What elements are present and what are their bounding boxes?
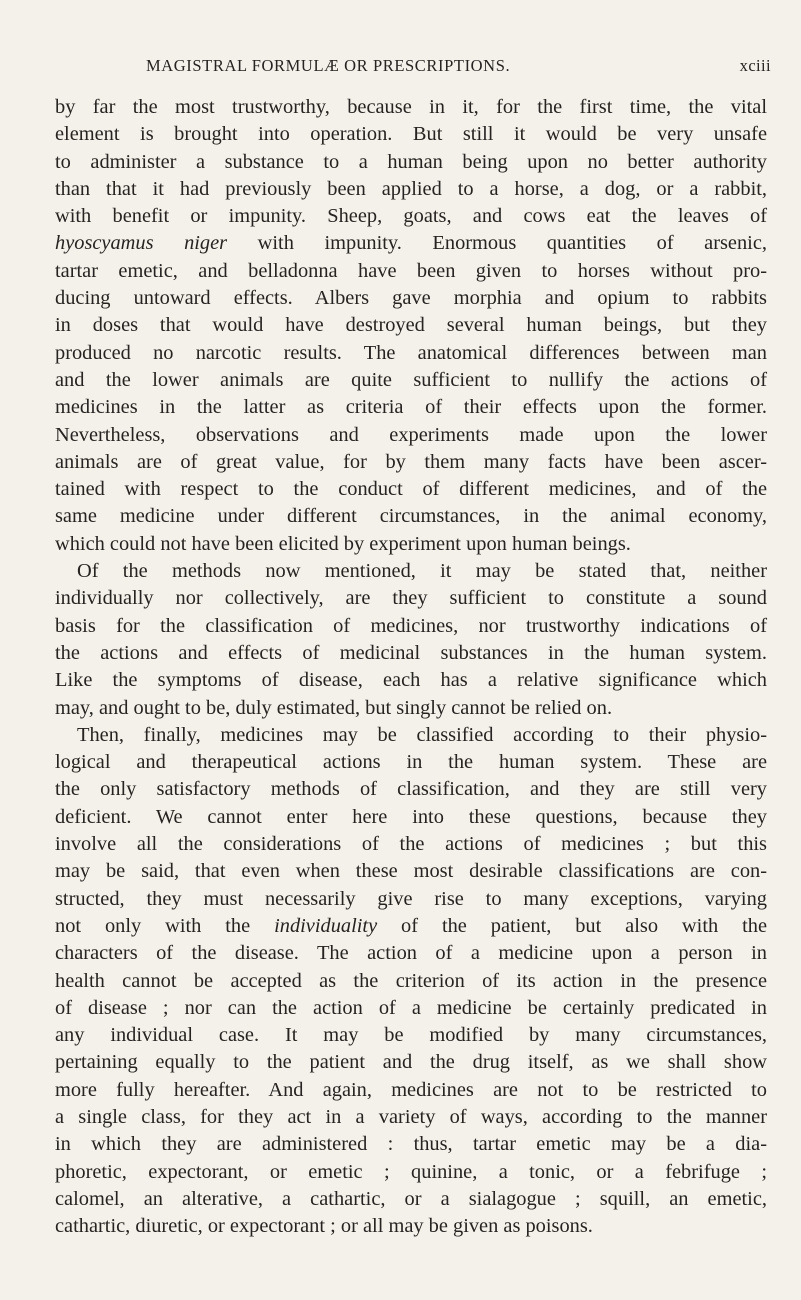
text-line: deficient. We cannot enter here into these questions, because they bbox=[55, 805, 767, 828]
paragraph-1 bbox=[55, 94, 767, 558]
page-number: xciii bbox=[739, 56, 771, 75]
page-header bbox=[55, 56, 771, 78]
text-line: Like the symptoms of disease, each has a relative significance which bbox=[55, 669, 767, 692]
text-line: tained with respect to the conduct of different medicines, and of the bbox=[55, 478, 767, 501]
text-line: phoretic, expectorant, or emetic ; quinine, a tonic, or a febrifuge ; bbox=[55, 1160, 767, 1183]
text-line: animals are of great value, for by them many facts have been ascer- bbox=[55, 450, 767, 473]
text-line: structed, they must necessarily give rise to many exceptions, varying bbox=[55, 887, 767, 910]
text-line: and the lower animals are quite sufficient to nullify the actions of bbox=[55, 368, 767, 391]
text-line: ducing untoward effects. Albers gave morphia and opium to rabbits bbox=[55, 287, 767, 310]
text-line: tartar emetic, and belladonna have been given to horses without pro- bbox=[55, 259, 767, 282]
text-line: a single class, for they act in a variety of ways, according to the manner bbox=[55, 1105, 767, 1128]
paragraph-3 bbox=[55, 722, 767, 1241]
text-line: not only with the individuality of the patient, but also with the bbox=[55, 914, 767, 937]
text-line: any individual case. It may be modified by many circumstances, bbox=[55, 1024, 767, 1047]
text-line: may be said, that even when these most desirable classifications are con- bbox=[55, 860, 767, 883]
running-title: MAGISTRAL FORMULÆ OR PRESCRIPTIONS. bbox=[146, 56, 511, 75]
text-line: characters of the disease. The action of a medicine upon a person in bbox=[55, 942, 767, 965]
text-line: in doses that would have destroyed several human beings, but they bbox=[55, 314, 767, 337]
text-line: produced no narcotic results. The anatomical differences between man bbox=[55, 341, 767, 364]
text-line: in which they are administered : thus, tartar emetic may be a dia- bbox=[55, 1133, 767, 1156]
text-line: Then, finally, medicines may be classified according to their physio- bbox=[77, 723, 767, 746]
text-line: logical and therapeutical actions in the human system. These are bbox=[55, 751, 767, 774]
text-line: the only satisfactory methods of classification, and they are still very bbox=[55, 778, 767, 801]
text-line: same medicine under different circumstances, in the animal economy, bbox=[55, 505, 767, 528]
text-line: of disease ; nor can the action of a medicine be certainly predicated in bbox=[55, 996, 767, 1019]
body-text bbox=[55, 94, 767, 1240]
text-line: the actions and effects of medicinal substances in the human system. bbox=[55, 641, 767, 664]
text-line: health cannot be accepted as the criterion of its action in the presence bbox=[55, 969, 767, 992]
text-line: Of the methods now mentioned, it may be stated that, neither bbox=[77, 560, 767, 583]
text-line: medicines in the latter as criteria of their effects upon the former. bbox=[55, 396, 767, 419]
text-line: calomel, an alterative, a cathartic, or a sialagogue ; squill, an emetic, bbox=[55, 1187, 767, 1210]
text-line: which could not have been elicited by experiment upon human beings. bbox=[55, 532, 631, 555]
text-line: pertaining equally to the patient and the drug itself, as we shall show bbox=[55, 1051, 767, 1074]
italic-term: individuality bbox=[274, 914, 378, 937]
paragraph-2 bbox=[55, 558, 767, 722]
text-line: by far the most trustworthy, because in it, for the first time, the vital bbox=[55, 96, 767, 118]
text-line: involve all the considerations of the actions of medicines ; but this bbox=[55, 833, 767, 856]
text-line: individually nor collectively, are they sufficient to constitute a sound bbox=[55, 587, 767, 610]
text-line: basis for the classification of medicines, nor trustworthy indications of bbox=[55, 614, 767, 637]
text-line: to administer a substance to a human being upon no better authority bbox=[55, 150, 767, 173]
text-line: element is brought into operation. But still it would be very unsafe bbox=[55, 123, 767, 146]
text-line: than that it had previously been applied to a horse, a dog, or a rabbit, bbox=[55, 177, 767, 200]
text-line: with benefit or impunity. Sheep, goats, and cows eat the leaves of bbox=[55, 205, 767, 228]
italic-term: hyoscyamus niger bbox=[55, 232, 228, 255]
text-line: hyoscyamus niger with impunity. Enormous quantities of arsenic, bbox=[55, 232, 767, 255]
text-line: may, and ought to be, duly estimated, but singly cannot be relied on. bbox=[55, 696, 613, 719]
text-line: cathartic, diuretic, or expectorant ; or all may be given as poisons. bbox=[55, 1215, 593, 1238]
text-line: Nevertheless, observations and experiments made upon the lower bbox=[55, 423, 767, 446]
text-line: more fully hereafter. And again, medicines are not to be restricted to bbox=[55, 1078, 767, 1101]
